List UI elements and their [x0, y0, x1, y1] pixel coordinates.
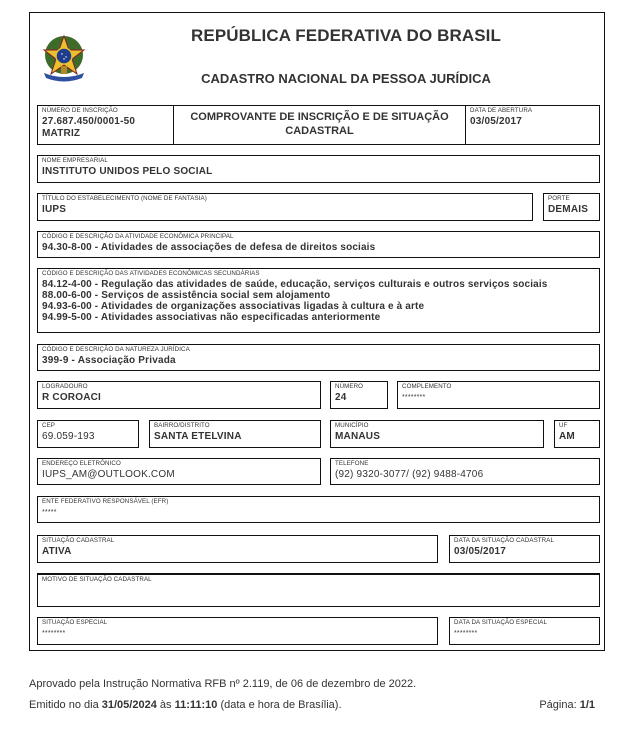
data-abertura-label: DATA DE ABERTURA: [470, 107, 533, 114]
situacao-especial-value: ********: [42, 630, 66, 637]
logradouro-value: R COROACI: [42, 392, 102, 403]
numero-value: 24: [335, 392, 347, 403]
natureza-juridica-value: 399-9 - Associação Privada: [42, 355, 176, 366]
email-box: [37, 458, 321, 485]
numero-inscricao-value: 27.687.450/0001-50: [42, 116, 136, 127]
data-situacao-especial-value: ********: [454, 630, 478, 637]
complemento-value: ********: [402, 394, 426, 401]
situacao-especial-box: [37, 617, 438, 645]
cep-value: 69.059-193: [42, 431, 95, 442]
data-situacao-especial-label: DATA DA SITUAÇÃO ESPECIAL: [454, 619, 548, 626]
nome-empresarial-box: [37, 155, 600, 183]
efr-box: [37, 496, 600, 523]
nome-fantasia-box: [37, 193, 533, 221]
pagina-value: 1/1: [579, 699, 595, 711]
numero-inscricao-label: NÚMERO DE INSCRIÇÃO: [42, 107, 118, 114]
telefone-value: (92) 9320-3077/ (92) 9488-4706: [335, 469, 484, 480]
telefone-box: [330, 458, 600, 485]
motivo-situacao-label: MOTIVO DE SITUAÇÃO CADASTRAL: [42, 576, 152, 583]
situacao-cadastral-box: [37, 535, 438, 563]
atividade-secundaria-item: 88.00-6-00 - Serviços de assistência social sem alojamento: [42, 290, 331, 301]
municipio-box: [330, 420, 544, 448]
emitido-suffix: (data e hora de Brasília).: [217, 699, 342, 711]
data-situacao-cadastral-label: DATA DA SITUAÇÃO CADASTRAL: [454, 537, 555, 544]
comprovante-title: COMPROVANTE DE INSCRIÇÃO E DE SITUAÇÃO CADASTRAL: [190, 111, 449, 137]
atividade-secundaria-item: 94.93-6-00 - Atividades de organizações associativas ligadas à cultura e à arte: [42, 301, 425, 312]
nome-fantasia-label: TÍTULO DO ESTABELECIMENTO (NOME DE FANTASIA): [42, 195, 207, 202]
uf-box: [554, 420, 600, 448]
emitido-mid: às: [156, 699, 175, 711]
municipio-value: MANAUS: [335, 431, 381, 442]
footer-aprovado: Aprovado pela Instrução Normativa RFB nº 2.119, de 06 de dezembro de 2022.: [29, 678, 417, 690]
motivo-situacao-box: [37, 573, 600, 607]
bairro-label: BAIRRO/DISTRITO: [154, 422, 210, 429]
situacao-cadastral-label: SITUAÇÃO CADASTRAL: [42, 537, 115, 544]
document-subtitle: CADASTRO NACIONAL DA PESSOA JURÍDICA: [201, 71, 491, 86]
emitido-data: 31/05/2024: [101, 699, 157, 711]
efr-value: *****: [42, 509, 57, 516]
porte-value: DEMAIS: [548, 204, 589, 215]
telefone-label: TELEFONE: [335, 460, 369, 467]
atividade-principal-box: [37, 231, 600, 258]
tipo-estabelecimento-value: MATRIZ: [42, 128, 81, 139]
situacao-cadastral-value: ATIVA: [42, 546, 72, 557]
footer-emitido: [29, 699, 607, 711]
complemento-box: [397, 381, 600, 409]
divider: [465, 106, 466, 144]
efr-label: ENTE FEDERATIVO RESPONSÁVEL (EFR): [42, 498, 169, 505]
porte-box: [543, 193, 600, 221]
document-title: REPÚBLICA FEDERATIVA DO BRASIL: [191, 26, 501, 45]
uf-value: AM: [559, 431, 575, 442]
bairro-box: [149, 420, 321, 448]
situacao-especial-label: SITUAÇÃO ESPECIAL: [42, 619, 108, 626]
atividade-principal-label: CÓDIGO E DESCRIÇÃO DA ATIVIDADE ECONÔMICA PRINCIPAL: [42, 233, 234, 240]
atividade-secundaria-item: 84.12-4-00 - Regulação das atividades de saúde, educação, serviços culturais e outros serviços sociais: [42, 279, 548, 290]
data-abertura-value: 03/05/2017: [470, 116, 523, 127]
logradouro-label: LOGRADOURO: [42, 383, 88, 390]
atividades-secundarias-list: [42, 279, 548, 323]
email-value: IUPS_AM@OUTLOOK.COM: [42, 469, 175, 480]
nome-fantasia-value: IUPS: [42, 204, 67, 215]
natureza-juridica-label: CÓDIGO E DESCRIÇÃO DA NATUREZA JURÍDICA: [42, 346, 190, 353]
cep-box: [37, 420, 139, 448]
municipio-label: MUNICÍPIO: [335, 422, 369, 429]
emitido-hora: 11:11:10: [174, 699, 218, 711]
page-number: [539, 699, 595, 711]
numero-label: NÚMERO: [335, 383, 364, 390]
complemento-label: COMPLEMENTO: [402, 383, 452, 390]
data-situacao-cadastral-box: [449, 535, 600, 563]
porte-label: PORTE: [548, 195, 570, 202]
nome-empresarial-value: INSTITUTO UNIDOS PELO SOCIAL: [42, 166, 213, 177]
emitido-prefix: Emitido no dia: [29, 699, 102, 711]
atividade-principal-value: 94.30-8-00 - Atividades de associações de defesa de direitos sociais: [42, 242, 376, 253]
cep-label: CEP: [42, 422, 56, 429]
brazil-coat-of-arms-icon: [40, 33, 88, 83]
atividade-secundaria-item: 94.99-5-00 - Atividades associativas não especificadas anteriormente: [42, 312, 381, 323]
email-label: ENDEREÇO ELETRÔNICO: [42, 460, 121, 467]
data-situacao-cadastral-value: 03/05/2017: [454, 546, 507, 557]
bairro-value: SANTA ETELVINA: [154, 431, 242, 442]
atividades-secundarias-label: CÓDIGO E DESCRIÇÃO DAS ATIVIDADES ECONÔMICAS SECUNDÁRIAS: [42, 270, 260, 277]
data-situacao-especial-box: [449, 617, 600, 645]
pagina-label: Página:: [539, 699, 580, 711]
natureza-juridica-box: [37, 344, 600, 371]
nome-empresarial-label: NOME EMPRESARIAL: [42, 157, 108, 164]
inscricao-header-box: [37, 105, 600, 145]
atividades-secundarias-box: [37, 268, 600, 333]
uf-label: UF: [559, 422, 568, 429]
logradouro-box: [37, 381, 321, 409]
numero-box: [330, 381, 388, 409]
